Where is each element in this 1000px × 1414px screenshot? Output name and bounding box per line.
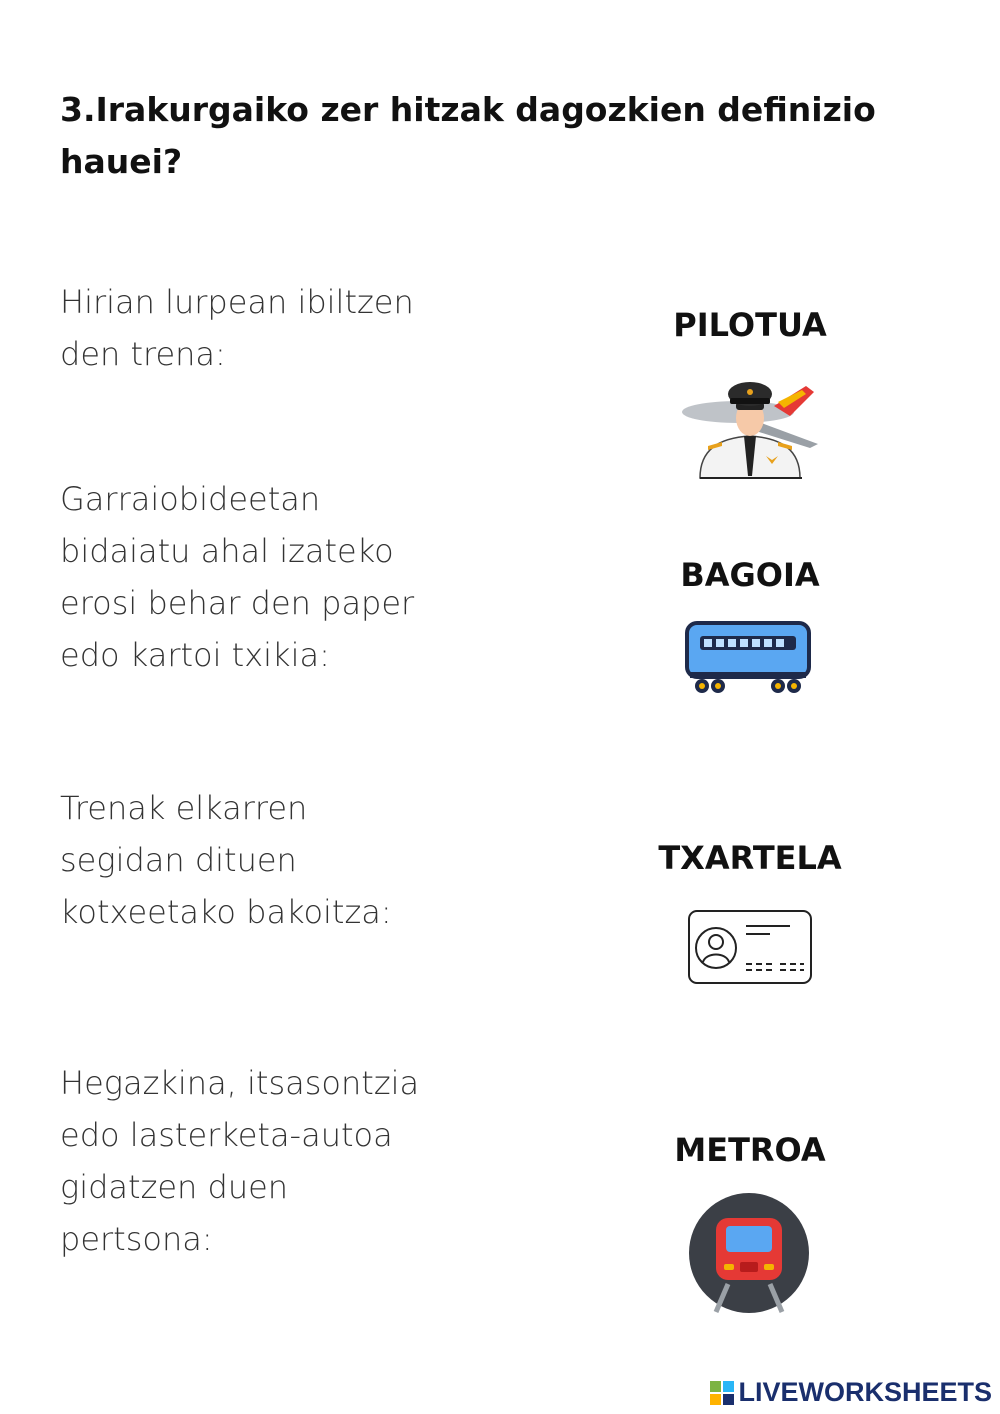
liveworksheets-brand[interactable] [710, 1377, 992, 1408]
word-pilotua[interactable]: PILOTUA [673, 306, 827, 344]
definition-3: Trenak elkarren segidan dituen kotxeetako bakoitza: [60, 789, 392, 931]
definition-2: Garraiobideetan bidaiatu ahal izateko erosi behar den paper edo kartoi txikia: [60, 480, 415, 674]
id-card-icon [686, 908, 814, 986]
liveworksheets-logo-icon [710, 1381, 734, 1405]
brand-label: LIVEWORKSHEETS [738, 1377, 992, 1407]
train-wagon-icon [684, 620, 812, 696]
word-bagoia[interactable]: BAGOIA [680, 556, 820, 594]
metro-train-icon [688, 1192, 810, 1314]
page-title: 3.Irakurgaiko zer hitzak dagozkien definizio hauei? [60, 90, 876, 181]
definition-4: Hegazkina, itsasontzia edo lasterketa-autoa gidatzen duen pertsona: [60, 1064, 420, 1258]
word-metroa[interactable]: METROA [674, 1131, 826, 1169]
word-txartela[interactable]: TXARTELA [658, 839, 842, 877]
definition-1: Hirian lurpean ibiltzen den trena: [60, 283, 414, 373]
pilot-icon [678, 372, 822, 480]
